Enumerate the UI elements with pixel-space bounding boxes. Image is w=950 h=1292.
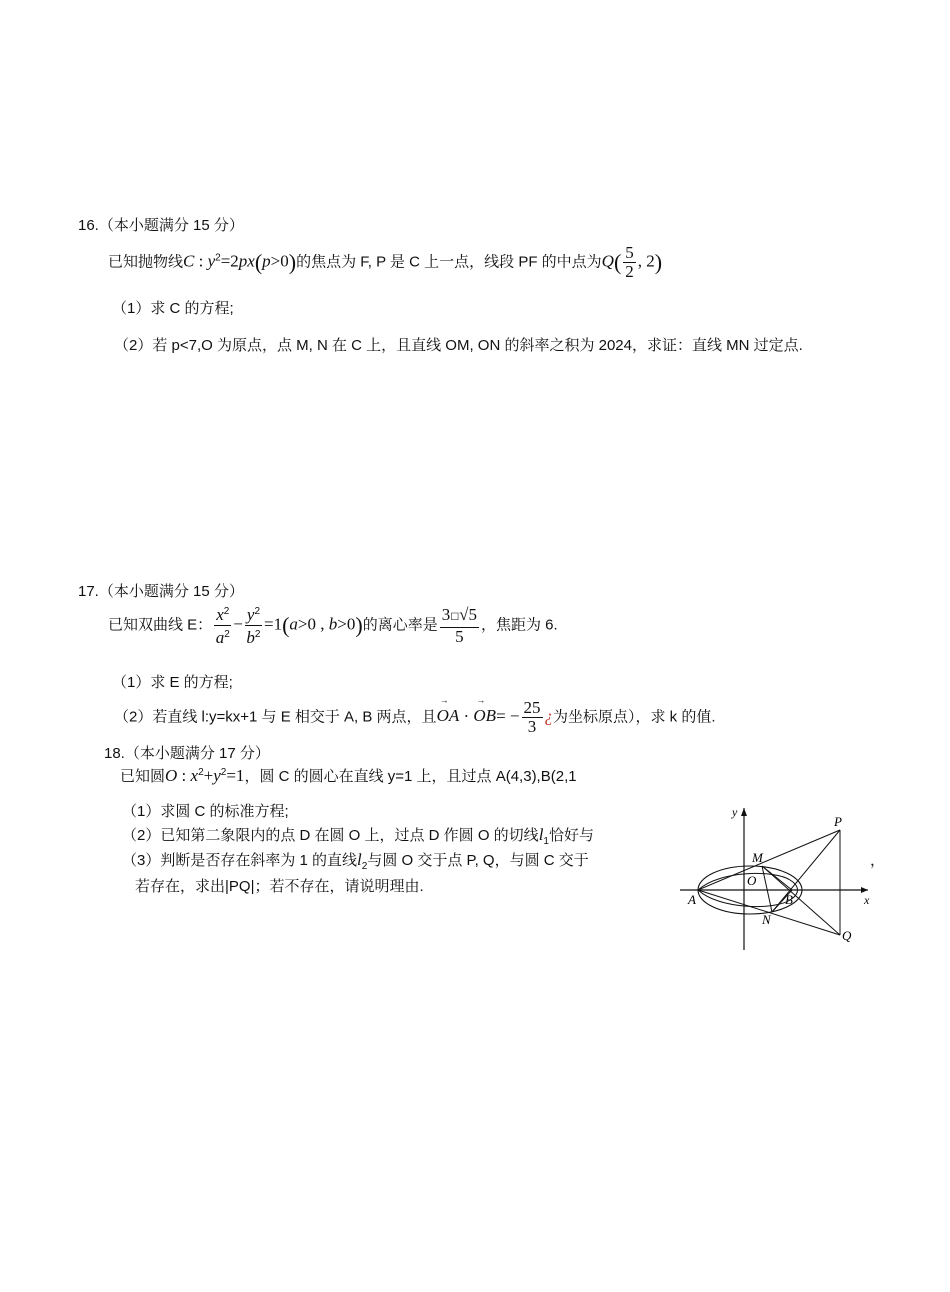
- q18-stem-post: ，圆 C 的圆心在直线 y=1 上，且过点 A(4,3),B(2,1: [244, 768, 577, 785]
- q17-stem-pre: 已知双曲线 E：: [108, 616, 213, 634]
- label-N: N: [762, 912, 771, 927]
- label-P: P: [834, 814, 842, 829]
- q16-stem-mid: 的焦点为 F, P 是 C 上一点，线段 PF 的中点为: [296, 253, 602, 271]
- q18-part3-tail: ，: [870, 852, 886, 869]
- q16-stem-pre: 已知抛物线: [108, 253, 184, 271]
- q17-stem-mid: 的离心率是: [362, 616, 438, 634]
- q18-header: 18.（本小题满分 17 分）: [104, 745, 270, 762]
- q18-part3: （3）判断是否存在斜率为 1 的直线$l_2$与圆 O 交于点 P, Q，与圆 C 交于: [122, 850, 589, 872]
- q18-part3-pre: （3）判断是否存在斜率为 1 的直线: [122, 852, 358, 869]
- q18-part2-pre: （2）已知第二象限内的点 D 在圆 O 上，过点 D 作圆 O 的切线: [122, 827, 539, 844]
- q16-part1: （1）求 C 的方程;: [112, 300, 234, 317]
- geometry-figure: [680, 800, 880, 950]
- label-M: M: [752, 850, 763, 865]
- q18-stem-pre: 已知圆: [120, 768, 166, 785]
- q17-stem-post: ，焦距为 6.: [481, 616, 558, 634]
- q18-part3-post: 与圆 O 交于点 P, Q，与圆 C 交于: [367, 852, 589, 869]
- q17-stem: 已知双曲线 E： $\frac{x^2}{a^2}$ − $\frac{y^2}{b^2}$ =1(a>0 , b>0)的离心率是 $\frac{3☐√5}{5}$ ，焦距为 6.: [108, 604, 558, 647]
- q18-stem: 已知圆O : $x^2+y^2=1$，圆 C 的圆心在直线 y=1 上，且过点 A(4,3),B(2,1: [120, 766, 577, 785]
- q18-part3-line2: 若存在，求出|PQ|；若不存在，请说明理由.: [135, 878, 424, 895]
- label-O: O: [747, 873, 757, 888]
- q18-part2-post: 恰好与: [548, 827, 594, 844]
- line-AP: [698, 830, 840, 890]
- label-B: B: [785, 892, 793, 907]
- q18-part1: （1）求圆 C 的标准方程;: [122, 803, 289, 820]
- label-Q: Q: [842, 928, 852, 943]
- label-x: x: [864, 893, 870, 907]
- q17-part1: （1）求 E 的方程;: [112, 674, 233, 691]
- y-axis-arrow: [741, 808, 747, 816]
- q17-part2-pre: （2）若直线 l:y=kx+1 与 E 相交于 A, B 两点，且: [114, 708, 437, 726]
- label-A: A: [688, 892, 696, 907]
- q17-header: 17.（本小题满分 15 分）: [78, 583, 244, 600]
- q18-part2: （2）已知第二象限内的点 D 在圆 O 上，过点 D 作圆 O 的切线$l_1$恰好与: [122, 825, 594, 847]
- q16-part2: （2）若 p<7,O 为原点，点 M, N 在 C 上，且直线 OM, ON 的斜率之积为 2024，求证：直线 MN 过定点.: [114, 337, 803, 354]
- q17-part2: （2）若直线 l:y=kx+1 与 E 相交于 A, B 两点，且→ OA · → OB= − $\frac{25}{3}$ ¿为坐标原点），求 k 的值.: [114, 699, 716, 736]
- label-y: y: [732, 805, 738, 819]
- q16-stem: 已知抛物线C : $y^2=2px(p>0)$的焦点为 F, P 是 C 上一点，线段 PF 的中点为Q( $\frac{5}{2}$ , 2): [108, 243, 663, 281]
- q16-header: 16.（本小题满分 15 分）: [78, 217, 244, 234]
- q17-part2-post: 为坐标原点），求 k 的值.: [553, 708, 716, 726]
